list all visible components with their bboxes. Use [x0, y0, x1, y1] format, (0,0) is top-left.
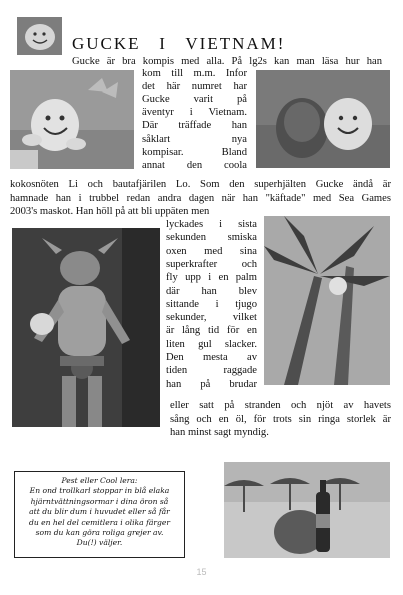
gucke-icon-photo — [17, 17, 62, 55]
page-number: 15 — [196, 567, 207, 577]
gucke-butterfly-photo — [10, 70, 134, 169]
text-line: Där träffade han — [142, 120, 247, 131]
box-line: hjärntvättningsormar i dina öron så — [30, 496, 169, 506]
text-line: kom till m.m. Infor — [142, 68, 247, 79]
pest-or-clay-box — [14, 471, 185, 558]
text-line: Gucke varit på — [142, 94, 247, 105]
box-line: Du(!) väljer. — [76, 538, 123, 548]
palm-tree-photo — [264, 216, 390, 385]
text-line: hamnade han i trubbel redan andra dagen när han "käftade" med Sea Games — [10, 193, 391, 204]
text-line: såklart nya — [142, 134, 247, 145]
text-line: det här numret har — [142, 81, 247, 92]
coconut-gucke-photo — [256, 70, 390, 168]
page-title: GUCKE I VIETNAM! — [72, 34, 286, 53]
box-line: En ond trollkarl stoppar in blå elaka — [29, 486, 170, 496]
text-line: han minst sagt myndig. — [170, 427, 269, 438]
text-line: 2003's maskot. Han höll på att bli uppäten men — [10, 206, 210, 217]
box-line: du en hel del cemitlera i olika färger — [28, 517, 171, 527]
text-line: oxen med sina — [166, 246, 257, 257]
box-heading: Pest eller Cool lera: — [61, 476, 138, 485]
sea-games-mascot-photo — [12, 228, 160, 427]
text-line: fly upp i en palm — [166, 272, 257, 283]
text-line: superkrafter och — [166, 259, 257, 270]
text-line: sekunder, vilket — [166, 312, 257, 323]
text-line: annat den coola — [142, 160, 247, 171]
beach-beer-photo — [224, 462, 390, 558]
box-line: som du kan göra roliga grejer av. — [35, 528, 164, 538]
text-line: sång och en öl, för trots sin ringa storlek är — [170, 414, 391, 425]
text-line: tiden raggade — [166, 365, 257, 376]
text-line: eller satt på stranden och njöt av havets — [170, 400, 391, 411]
text-line: sekunden smiska — [166, 232, 257, 243]
text-line: lyckades i sista — [166, 219, 257, 230]
text-line: kompisar. Bland — [142, 147, 247, 158]
text-line: Den mesta av — [166, 352, 257, 363]
text-line: kokosnöten Li och bautafjärilen Lo. Som den superhjälten Gucke ändå är — [10, 179, 391, 190]
text-line: där han blev — [166, 286, 257, 297]
text-line: liten gul slacker. — [166, 339, 257, 350]
intro-line: Gucke är bra kompis med alla. På lg2s kan man läsa hur han — [72, 56, 382, 67]
smiley-ball-icon — [17, 17, 62, 55]
text-line: han på brudar — [166, 379, 257, 390]
box-line: att du blir dum i huvudet eller så får — [29, 507, 170, 517]
text-line: är lång tid för en — [166, 325, 257, 336]
text-line: sittande i tjugo — [166, 299, 257, 310]
text-line: äventyr i Vietnam. — [142, 107, 247, 118]
